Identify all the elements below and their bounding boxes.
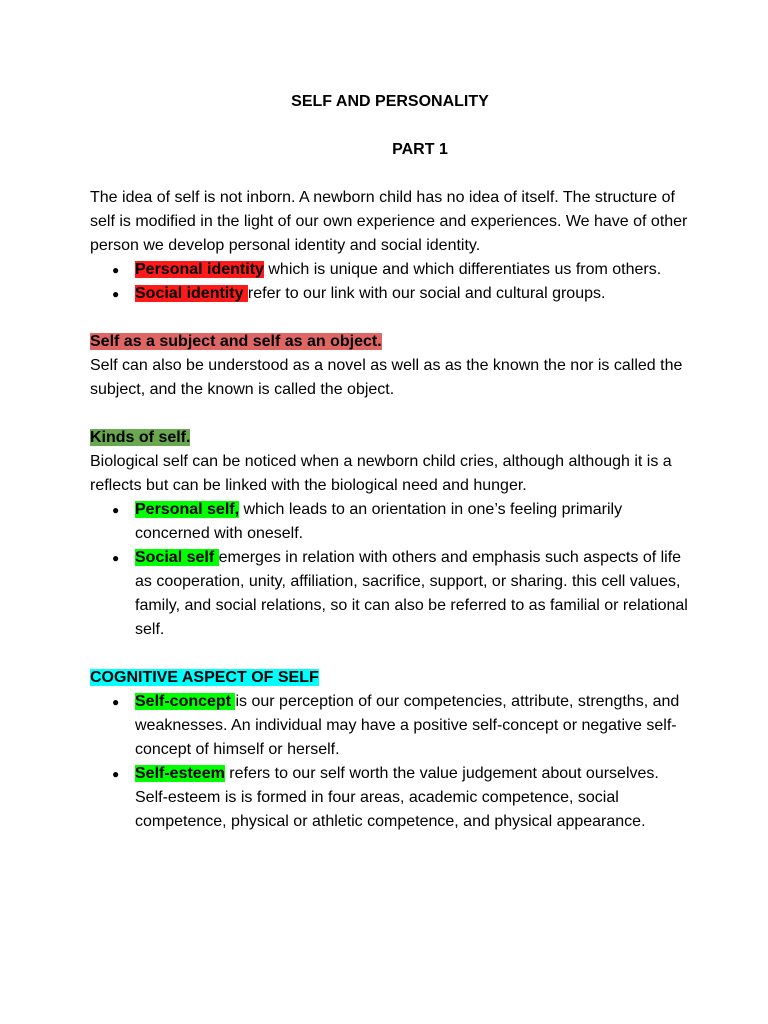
kinds-list — [90, 498, 690, 642]
identity-list — [90, 258, 690, 306]
list-item — [90, 690, 690, 762]
spacer — [90, 402, 690, 426]
spacer — [90, 642, 690, 666]
list-item-text: which is unique and which differentiates us from others. — [263, 261, 662, 278]
highlighted-term: Social identity — [135, 285, 248, 302]
document-title: SELF AND PERSONALITY — [291, 93, 489, 110]
list-item-text: which leads to an orientation in one’s feeling primarily concerned with oneself. — [135, 501, 623, 542]
section-heading — [90, 426, 690, 450]
kinds-paragraph: Biological self can be noticed when a newborn child cries, although although it is a reflects but can be linked with the biological need and hunger. — [90, 453, 672, 494]
list-item-text: emerges in relation with others and emphasis such aspects of life as cooperation, unity, affiliation, sacrifice, support, or sharing. this cell values, family, and social relations, so it can also be referred to as familial or relational self. — [135, 549, 688, 638]
highlighted-term: Personal self, — [135, 501, 240, 518]
list-item — [90, 258, 690, 282]
part-heading: PART 1 — [392, 141, 448, 158]
subject-paragraph: Self can also be understood as a novel as well as as the known the nor is called the subject, and the known is called the object. — [90, 357, 683, 398]
list-item — [90, 546, 690, 642]
section-heading — [90, 666, 690, 690]
list-item-text: refer to our link with our social and cultural groups. — [247, 285, 606, 302]
highlighted-term: Self-esteem — [135, 765, 225, 782]
highlighted-term: Personal identity — [135, 261, 264, 278]
cognitive-heading: COGNITIVE ASPECT OF SELF — [90, 669, 319, 686]
spacer — [90, 162, 690, 186]
list-item — [90, 762, 690, 834]
highlighted-term: Social self — [135, 549, 219, 566]
spacer — [90, 114, 690, 138]
cognitive-list — [90, 690, 690, 834]
subject-heading: Self as a subject and self as an object. — [90, 333, 382, 350]
list-item — [90, 498, 690, 546]
kinds-heading: Kinds of self. — [90, 429, 191, 446]
document-page — [90, 90, 690, 834]
highlighted-term: Self-concept — [135, 693, 236, 710]
intro-paragraph: The idea of self is not inborn. A newborn child has no idea of itself. The structure of self is modified in the light of our own experience and experiences. We have of other person we develop personal identity and social identity. — [90, 189, 688, 254]
list-item-text: is our perception of our competencies, attribute, strengths, and weaknesses. An individual may have a positive self-concept or negative self-concept of himself or herself. — [135, 693, 680, 758]
section-heading — [90, 330, 690, 354]
spacer — [90, 306, 690, 330]
list-item-text: refers to our self worth the value judgement about ourselves. Self-esteem is is formed in four areas, academic competence, social competence, physical or athletic competence, and physical appearance. — [135, 765, 659, 830]
list-item — [90, 282, 690, 306]
